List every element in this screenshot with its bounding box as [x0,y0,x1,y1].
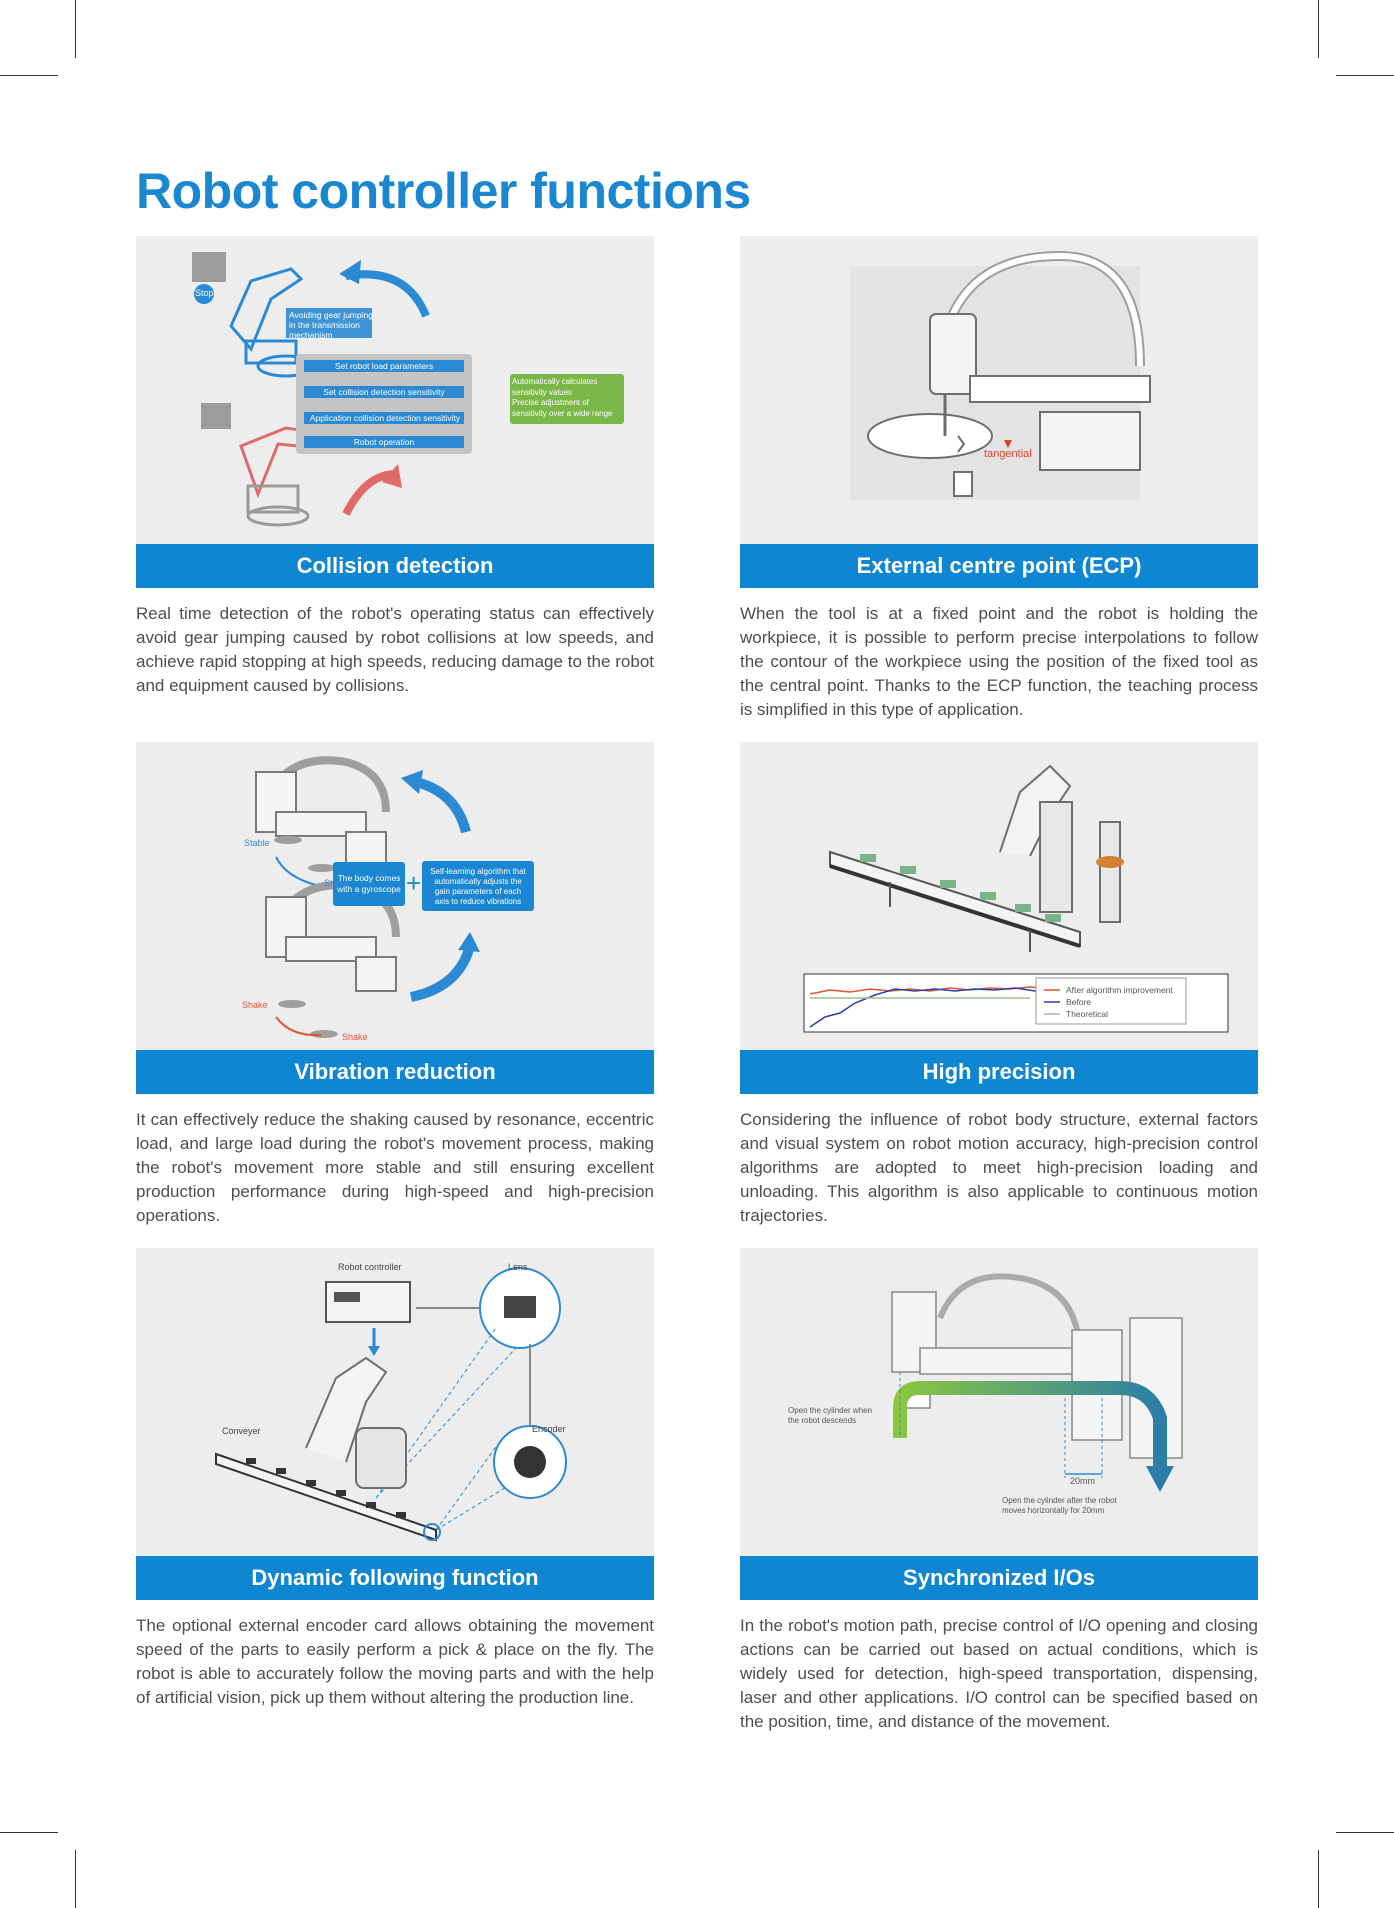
crop-mark-tr-v [1318,0,1319,58]
dynamic-illustration [136,1248,654,1556]
card-body: Real time detection of the robot's operating status can effectively avoid gear jumping caused by robot collisions at low speeds, and achieve rapid stopping at high speeds, reducing damage to the robot and equipment caused by collisions. [136,604,654,695]
gyroscope-box-label [333,873,405,895]
legend-theoretical: Theoretical [1066,1009,1109,1019]
card-title: Synchronized I/Os [740,1556,1258,1600]
card-body: It can effectively reduce the shaking caused by resonance, eccentric load, and large load during the robot's movement process, making the robot's movement more stable and still ensuring excellent production performance during high-speed and high-precision operations. [136,1110,654,1225]
gyro-line: with a gyroscope [337,884,401,894]
distance-label: 20mm [1070,1476,1096,1486]
card-vibration-reduction [136,742,654,1228]
avoid-line: in the transmission [289,320,360,330]
stable-label-b: Stable [324,878,350,888]
card-collision-detection [136,236,654,698]
dynamic-figure [136,1248,654,1556]
controller-label: Robot controller [338,1262,402,1272]
crop-mark-bl-v [75,1850,76,1908]
self-learning-box-label [422,867,534,907]
legend-before: Before [1066,997,1092,1007]
step-set-load: Set robot load parameters [334,361,434,371]
auto-line: sensitivity over a wide range [512,408,613,418]
obstacle-block-top [192,252,226,282]
open-b-line: Open the cylinder after the robot [1002,1496,1117,1505]
step-application-sensitivity: Application collision detection sensitivity [309,413,461,423]
card-body: In the robot's motion path, precise control of I/O opening and closing actions can be carried out based on actual conditions, which is widely used for detection, high-speed transportation, dispensing, laser and other applications. I/O control can be specified based on the position, time, and distance of the movement. [740,1616,1258,1731]
open-b-line: moves horizontally for 20mm [1002,1506,1105,1515]
avoid-line: Avoiding gear jumping [289,310,373,320]
page-title: Robot controller functions [136,163,751,219]
plus-sign: + [406,868,422,898]
auto-line: Automatically calculates [512,377,598,386]
io-figure [740,1248,1258,1556]
avoid-line: mechanism [289,330,333,340]
self-line: axis to reduce vibrations [434,897,522,906]
crop-mark-bl-h [0,1832,58,1833]
step-robot-operation: Robot operation [353,437,415,447]
ecp-illustration [740,236,1258,544]
gyro-line: The body comes [337,873,401,883]
open-cylinder-descends-label [788,1406,872,1426]
tangential-label: tangential [984,448,1032,460]
io-illustration [740,1248,1258,1556]
step-set-sensitivity: Set collision detection sensitivity [323,387,445,397]
encoder-label: Encoder [532,1424,566,1434]
shake-label-b: Shake [342,1032,368,1042]
card-title: Dynamic following function [136,1556,654,1600]
collision-figure [136,236,654,544]
card-high-precision [740,742,1258,1228]
vibration-illustration [136,742,654,1050]
legend-after: After algorithm improvement [1066,985,1173,995]
open-cylinder-horizontal-label [1002,1496,1117,1516]
auto-line: Precise adjustment of [512,398,589,407]
conveyer-label: Conveyer [222,1426,261,1436]
precision-figure [740,742,1258,1050]
card-body: The optional external encoder card allows obtaining the movement speed of the parts to easily perform a pick & place on the fly. The robot is able to accurately follow the moving parts and with the help of artificial vision, pick up them without altering the production line. [136,1616,654,1707]
card-dynamic-following [136,1248,654,1710]
shake-label-a: Shake [242,1000,268,1010]
crop-mark-br-v [1318,1850,1319,1908]
crop-mark-tl-h [0,75,58,76]
precision-legend [1066,984,1173,1020]
avoid-gear-label [289,310,373,340]
open-a-line: Open the cylinder when [788,1406,873,1415]
self-line: automatically adjusts the [434,877,522,886]
card-title: External centre point (ECP) [740,544,1258,588]
auto-line: sensitivity values [512,387,573,397]
stop-label: Stop [195,288,214,298]
crop-mark-br-h [1336,1832,1394,1833]
auto-calc-label [512,377,613,419]
card-title: Vibration reduction [136,1050,654,1094]
card-title: Collision detection [136,544,654,588]
vibration-figure [136,742,654,1050]
crop-mark-tr-h [1336,75,1394,76]
lens-label: Lens [508,1262,528,1272]
card-title: High precision [740,1050,1258,1094]
crop-mark-tl-v [75,0,76,58]
stable-label-a: Stable [244,838,270,848]
card-body: When the tool is at a fixed point and the robot is holding the workpiece, it is possible to perform precise interpolations to follow the contour of the workpiece using the position of the fixed tool as the central point. Thanks to the ECP function, the teaching process is simplified in this type of application. [740,604,1258,719]
card-body: Considering the influence of robot body structure, external factors and visual system on robot motion accuracy, high-precision control algorithms are adopted to meet high-precision loading and unloading. This algorithm is also applicable to continuous motion trajectories. [740,1110,1258,1225]
card-ecp [740,236,1258,722]
obstacle-block-bottom [201,403,231,429]
self-line: gain parameters of each [434,887,522,896]
precision-illustration [740,742,1258,1050]
self-line: Self-learning algorithm that [430,867,526,876]
card-synchronized-io [740,1248,1258,1734]
ecp-figure [740,236,1258,544]
open-a-line: the robot descends [788,1416,857,1425]
